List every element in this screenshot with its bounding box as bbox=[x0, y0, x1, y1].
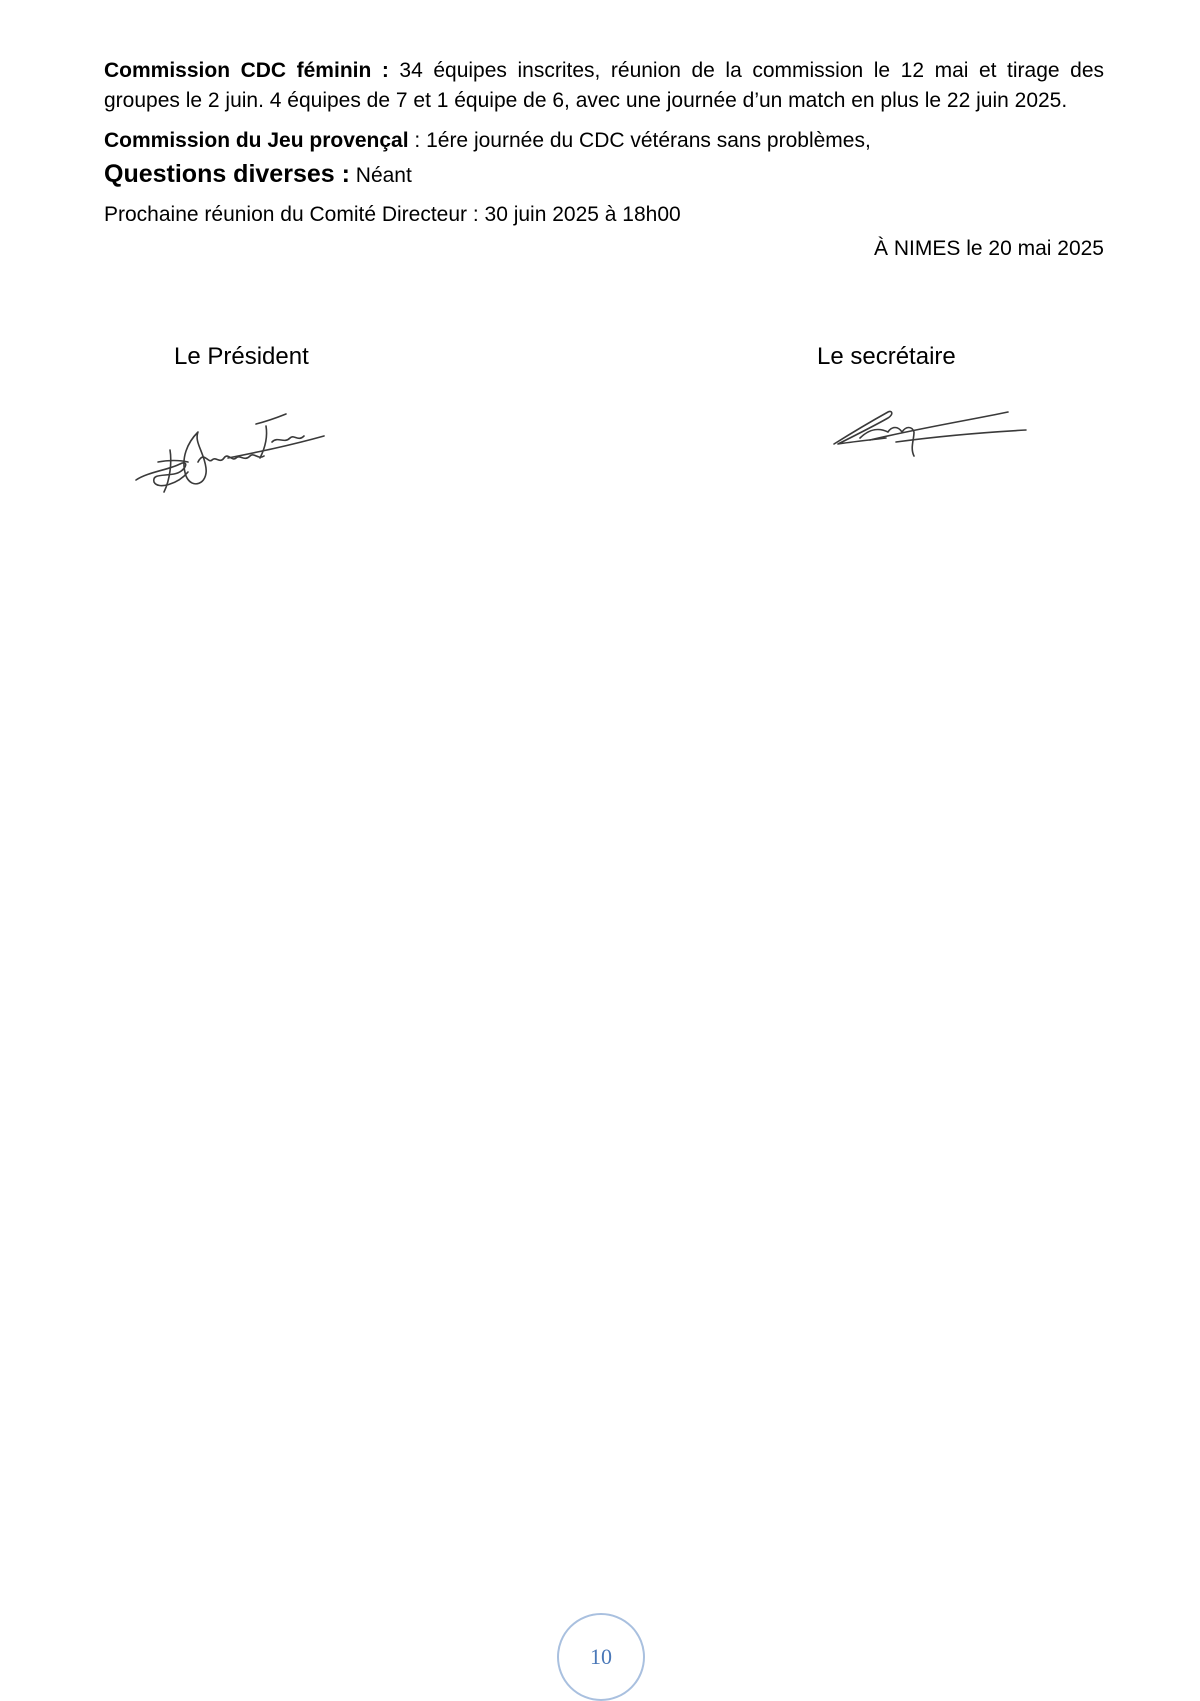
jeu-provencal-text: : 1ére journée du CDC vétérans sans problèmes, bbox=[408, 129, 871, 152]
president-label: Le Président bbox=[174, 343, 309, 370]
document-body bbox=[104, 56, 1104, 264]
questions-diverses-text: Néant bbox=[349, 164, 412, 187]
page-number-badge: 10 bbox=[557, 1613, 645, 1701]
paragraph-questions-diverses bbox=[104, 158, 1104, 192]
next-meeting-text: Prochaine réunion du Comité Directeur : 30 juin 2025 à 18h00 bbox=[104, 203, 681, 226]
questions-diverses-heading: Questions diverses : bbox=[104, 160, 350, 188]
paragraph-jeu-provencal bbox=[104, 126, 1104, 156]
jeu-provencal-label: Commission du Jeu provençal bbox=[104, 129, 409, 152]
secretary-signature-image bbox=[830, 398, 1030, 464]
place-date-text: À NIMES le 20 mai 2025 bbox=[874, 237, 1104, 260]
secretary-label: Le secrétaire bbox=[817, 343, 956, 370]
president-signature-image bbox=[128, 402, 328, 502]
cdc-feminin-text: 34 équipes inscrites, réunion de la commission le 12 mai et tirage des groupes le 2 juin. 4 équipes de 7 et 1 équipe de 6, avec une journée d’un match en plus le 22 juin 2025. bbox=[104, 59, 1104, 112]
paragraph-cdc-feminin bbox=[104, 56, 1104, 116]
cdc-feminin-label: Commission CDC féminin : bbox=[104, 59, 389, 82]
